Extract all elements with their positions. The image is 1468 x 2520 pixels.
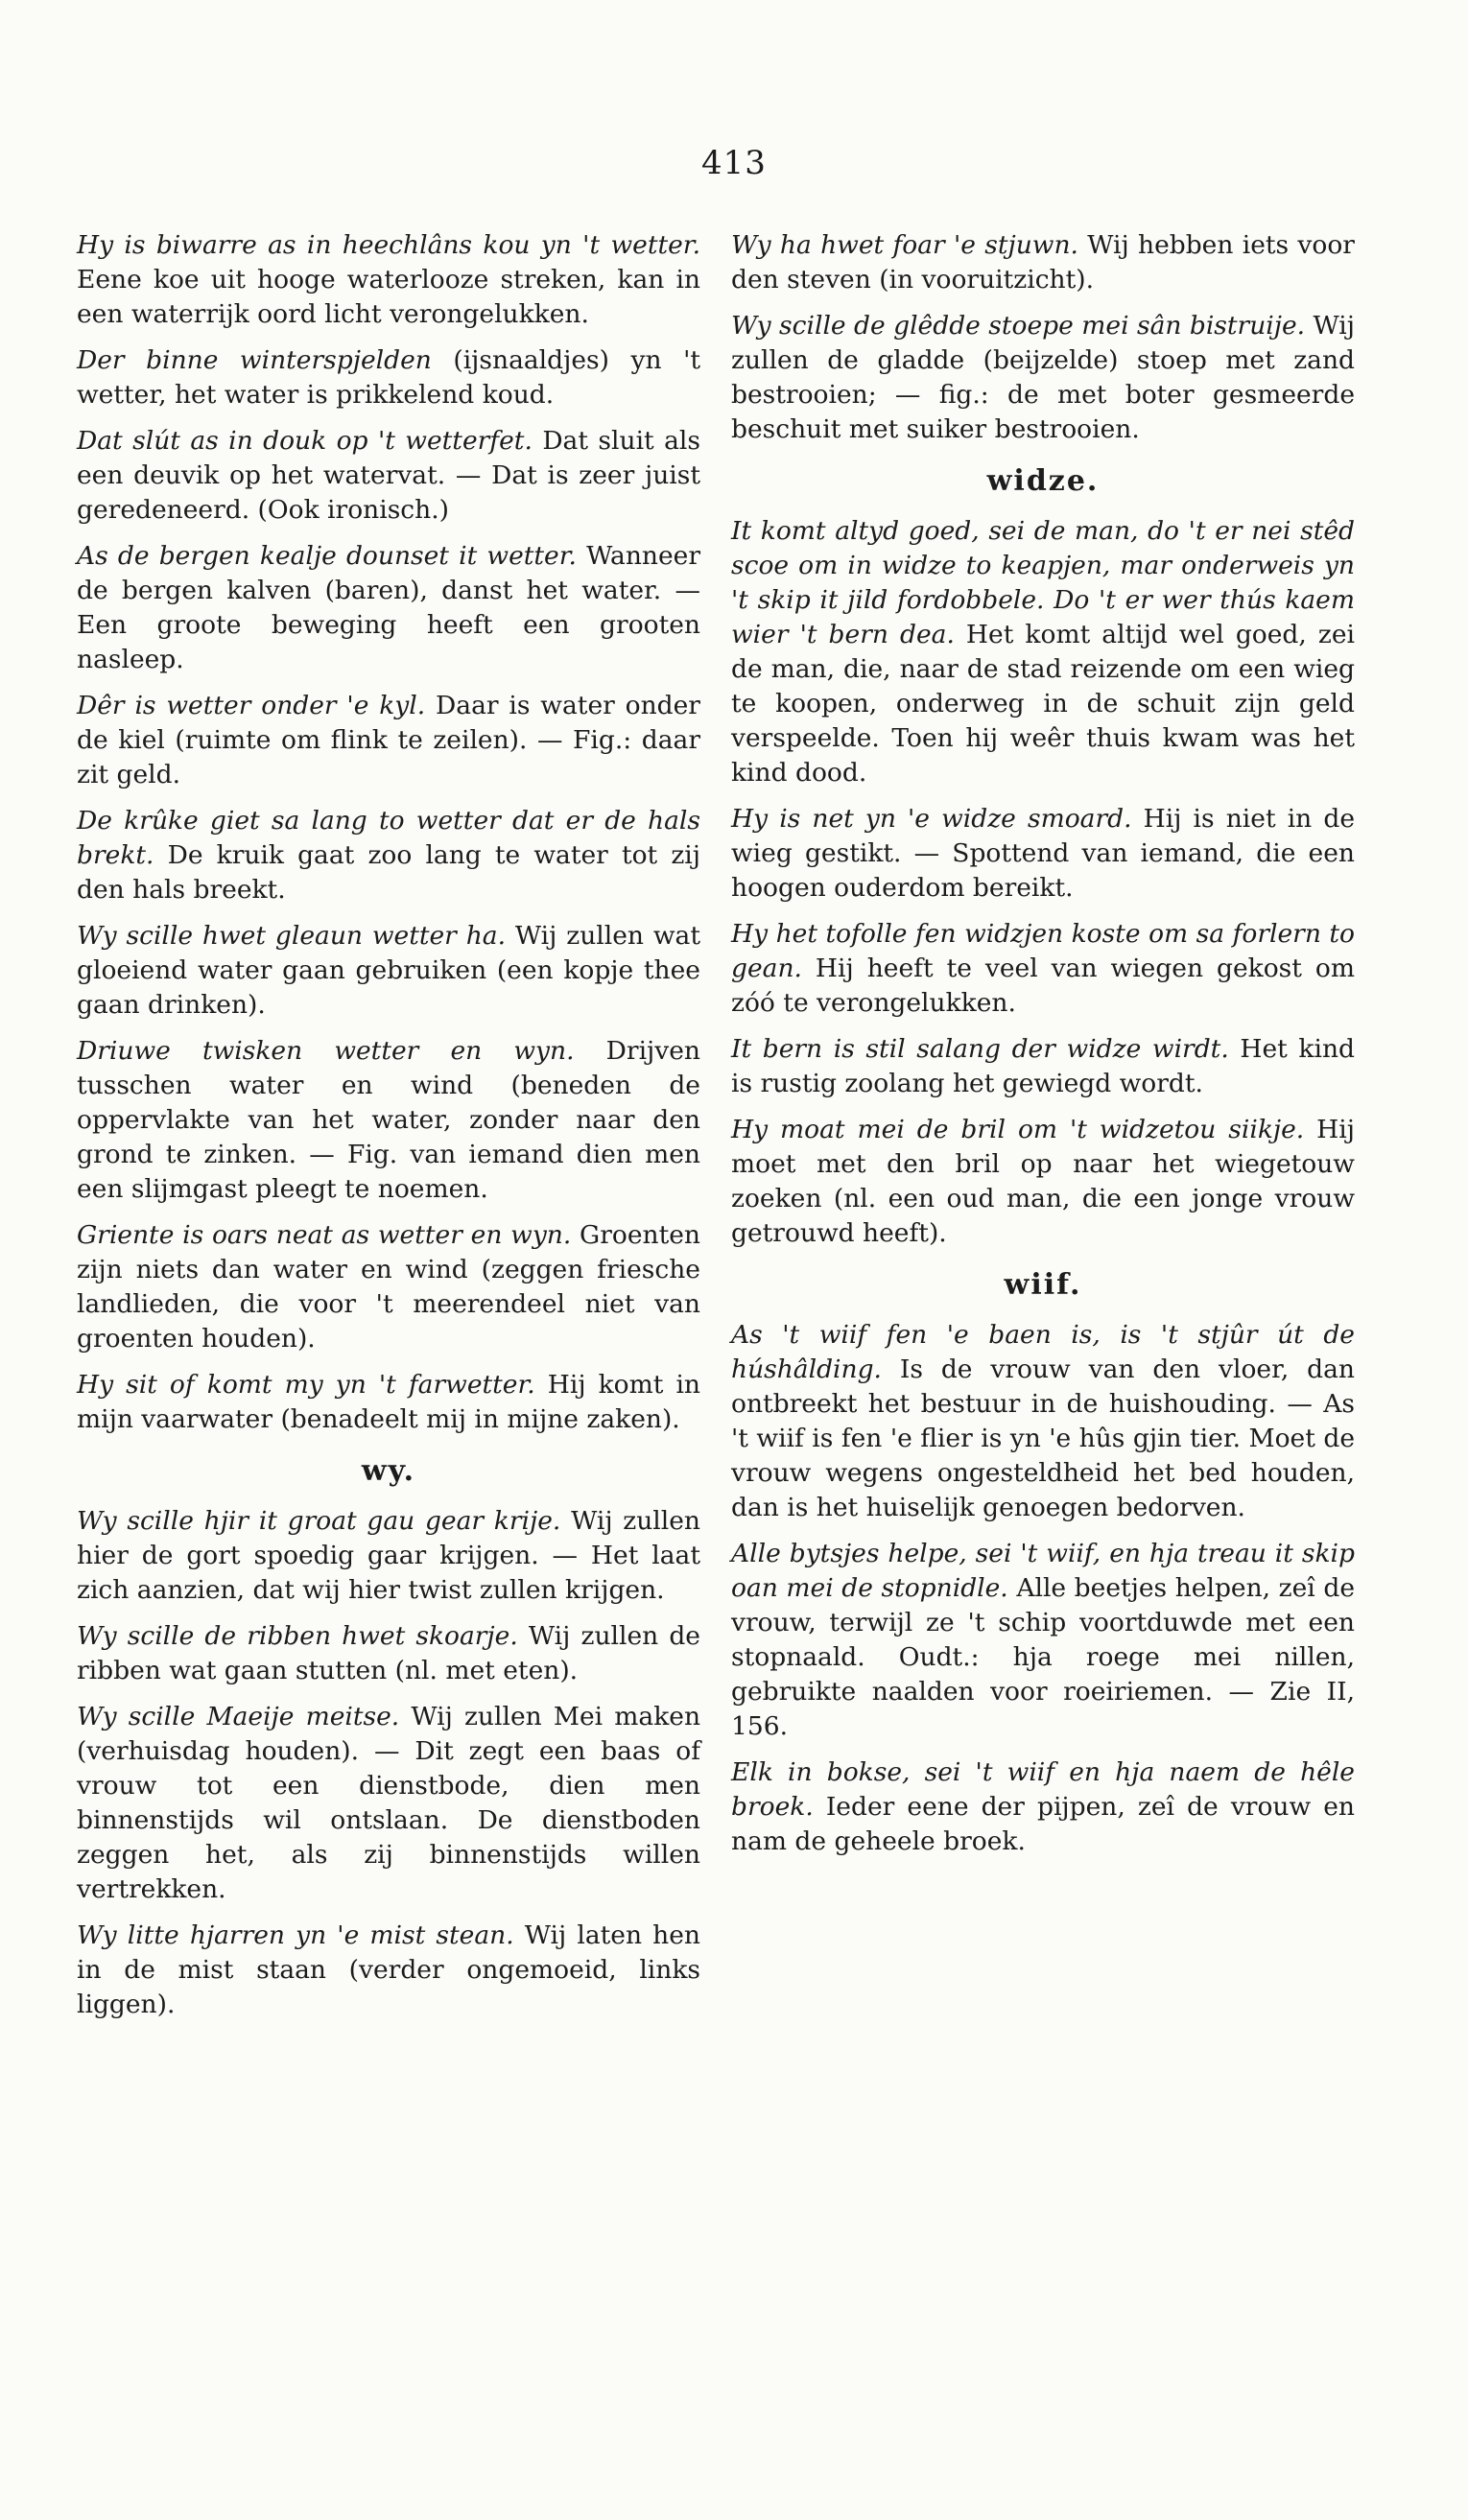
dutch-translation: Het komt altijd wel goed, zei de man, die, naar de stad reizende om een wieg te koopen, onderweg in de schuit zijn geld verspeelde. Toen hij weêr thuis kwam was het kind dood. (731, 620, 1355, 788)
dutch-translation: Het kind is rustig zoolang het gewiegd wordt. (731, 1034, 1355, 1098)
dictionary-entry (77, 539, 700, 677)
dictionary-entry (77, 1619, 700, 1688)
frisian-phrase: Wy scille hwet gleaun wetter ha. (77, 921, 507, 951)
frisian-phrase: Elk in bokse, sei 't wiif en hja naem de hêle broek. (731, 1757, 1355, 1822)
dutch-translation: Wij zullen hier de gort spoedig gaar krijgen. — Het laat zich aanzien, dat wij hier twist zullen krijgen. (77, 1506, 700, 1605)
dutch-translation: Wij zullen wat gloeiend water gaan gebruiken (een kopje thee gaan drinken). (77, 921, 700, 1020)
dictionary-entry (77, 343, 700, 412)
frisian-phrase: Driuwe twisken wetter en wyn. (77, 1036, 575, 1066)
frisian-phrase: As 't wiif fen 'e baen is, is 't stjûr út de húshâlding. (731, 1320, 1355, 1384)
dutch-translation: Wij zullen de gladde (beijzelde) stoep met zand bestrooien; — fig.: de met boter gesmeerde beschuit met suiker bestrooien. (731, 311, 1355, 444)
dutch-translation: Is de vrouw van den vloer, dan ontbreekt het bestuur in de huishouding. — As 't wiif is fen 'e flier is yn 'e hûs gjin tier. Moet de vrouw wegens ongesteldheid het bed houden, dan is het huiselijk genoegen bedorven. (731, 1354, 1355, 1522)
dictionary-entry (731, 917, 1355, 1021)
section-heading: widze. (986, 464, 1100, 498)
dutch-translation: Dat sluit als een deuvik op het watervat. — Dat is zeer juist geredeneerd. (Ook ironisch.) (77, 426, 701, 525)
dutch-translation: Alle beetjes helpen, zeî de vrouw, terwijl ze 't schip voortduwde met een stopnaald. Oudt.: hja roege mei nillen, gebruikte naalden voor roeiriemen. — Zie II, 156. (731, 1573, 1356, 1741)
dictionary-entry (77, 804, 700, 907)
dutch-translation: Hij moet met den bril op naar het wiegetouw zoeken (nl. een oud man, die een jonge vrouw getrouwd heeft). (731, 1115, 1355, 1248)
dictionary-entry (731, 1318, 1355, 1525)
frisian-phrase: Hy sit of komt my yn 't farwetter. (77, 1370, 535, 1400)
dictionary-entry (731, 1537, 1355, 1744)
frisian-phrase: Wy scille Maeije meitse. (77, 1702, 400, 1731)
dictionary-entry (77, 1034, 700, 1207)
dictionary-entry (77, 424, 700, 528)
dictionary-entry (731, 1032, 1355, 1101)
dutch-translation: Wij laten hen in de mist staan (verder ongemoeid, links liggen). (77, 1920, 700, 2019)
dictionary-entry (731, 514, 1355, 790)
dictionary-entry (731, 802, 1355, 906)
frisian-phrase: Griente is oars neat as wetter en wyn. (77, 1220, 572, 1250)
dictionary-entry (77, 228, 700, 332)
frisian-phrase: Der binne winterspjelden (77, 345, 432, 375)
section-heading: wiif. (1004, 1268, 1082, 1302)
dictionary-entry (77, 1368, 700, 1437)
frisian-phrase: Wy ha hwet foar 'e stjuwn. (731, 230, 1078, 260)
frisian-phrase: It bern is stil salang der widze wirdt. (731, 1034, 1229, 1064)
frisian-phrase: Alle bytsjes helpe, sei 't wiif, en hja treau it skip oan mei de stopnidle. (731, 1539, 1355, 1603)
dutch-translation: Eene koe uit hooge waterlooze streken, kan in een waterrijk oord licht verongelukken. (77, 265, 700, 329)
dictionary-entry (77, 919, 700, 1023)
frisian-phrase: De krûke giet sa lang to wetter dat er de hals brekt. (77, 806, 700, 870)
frisian-phrase: Wy scille de ribben hwet skoarje. (77, 1621, 518, 1651)
dutch-translation: Wij hebben iets voor den steven (in vooruitzicht). (731, 230, 1355, 294)
frisian-phrase: Hy het tofolle fen widzjen koste om sa forlern to gean. (731, 919, 1355, 983)
dictionary-entry (77, 1218, 700, 1356)
frisian-phrase: Dat slút as in douk op 't wetterfet. (77, 426, 533, 456)
frisian-phrase: Wy scille hjir it groat gau gear krije. (77, 1506, 561, 1536)
dutch-translation: Groenten zijn niets dan water en wind (zeggen friesche landlieden, die voor 't meerendeel niet van groenten houden). (77, 1220, 700, 1354)
frisian-phrase: Hy is net yn 'e widze smoard. (731, 804, 1132, 834)
dutch-translation: Ieder eene der pijpen, zeî de vrouw en nam de geheele broek. (731, 1792, 1355, 1856)
frisian-phrase: Dêr is wetter onder 'e kyl. (77, 691, 426, 720)
dutch-translation: Hij is niet in de wieg gestikt. — Spottend van iemand, die een hoogen ouderdom bereikt. (731, 804, 1355, 903)
dictionary-entry (77, 1700, 700, 1907)
dutch-translation: De kruik gaat zoo lang te water tot zij den hals breekt. (77, 840, 700, 905)
dutch-translation: Drijven tusschen water en wind (beneden de oppervlakte van het water, zonder naar den grond te zinken. — Fig. van iemand dien men een slijmgast pleegt te noemen. (77, 1036, 700, 1204)
dutch-translation: Wanneer de bergen kalven (baren), danst het water. — Een groote beweging heeft een grooten nasleep. (77, 541, 700, 674)
section-heading: wy. (361, 1454, 416, 1488)
dutch-translation: Wij zullen de ribben wat gaan stutten (nl. met eten). (77, 1621, 700, 1685)
dutch-translation: Hij komt in mijn vaarwater (benadeelt mij in mijne zaken). (77, 1370, 700, 1434)
right-column (731, 228, 1355, 1871)
dutch-translation: Hij heeft te veel van wiegen gekost om zóó te verongelukken. (731, 954, 1355, 1018)
frisian-phrase: It komt altyd goed, sei de man, do 't er nei stêd scoe om in widze to keapjen, mar onderweis yn 't skip it jild fordobbele. Do 't er wer thús kaem wier 't bern dea. (731, 516, 1355, 649)
page-number: 413 (701, 144, 767, 182)
dutch-translation: Wij zullen Mei maken (verhuisdag houden). — Dit zegt een baas of vrouw tot een dienstbode, dien men binnenstijds wil ontslaan. De dienstboden zeggen het, als zij binnenstijds willen vertrekken. (77, 1702, 701, 1904)
frisian-phrase: Wy litte hjarren yn 'e mist stean. (77, 1920, 514, 1950)
frisian-phrase: As de bergen kealje dounset it wetter. (77, 541, 577, 571)
dictionary-entry (77, 1504, 700, 1608)
dutch-translation: (ijsnaaldjes) yn 't wetter, het water is prikkelend koud. (77, 345, 700, 410)
frisian-phrase: Hy moat mei de bril om 't widzetou siikje. (731, 1115, 1305, 1144)
frisian-phrase: Hy is biwarre as in heechlâns kou yn 't wetter. (77, 230, 700, 260)
dutch-translation: Daar is water onder de kiel (ruimte om flink te zeilen). — Fig.: daar zit geld. (77, 691, 700, 789)
dictionary-entry (731, 1755, 1355, 1859)
dictionary-entry (77, 1919, 700, 2022)
dictionary-entry (731, 1113, 1355, 1251)
left-column (77, 228, 700, 2034)
dictionary-entry (731, 228, 1355, 297)
dictionary-entry (731, 309, 1355, 447)
frisian-phrase: Wy scille de glêdde stoepe mei sân bistruije. (731, 311, 1306, 341)
dictionary-entry (77, 689, 700, 792)
